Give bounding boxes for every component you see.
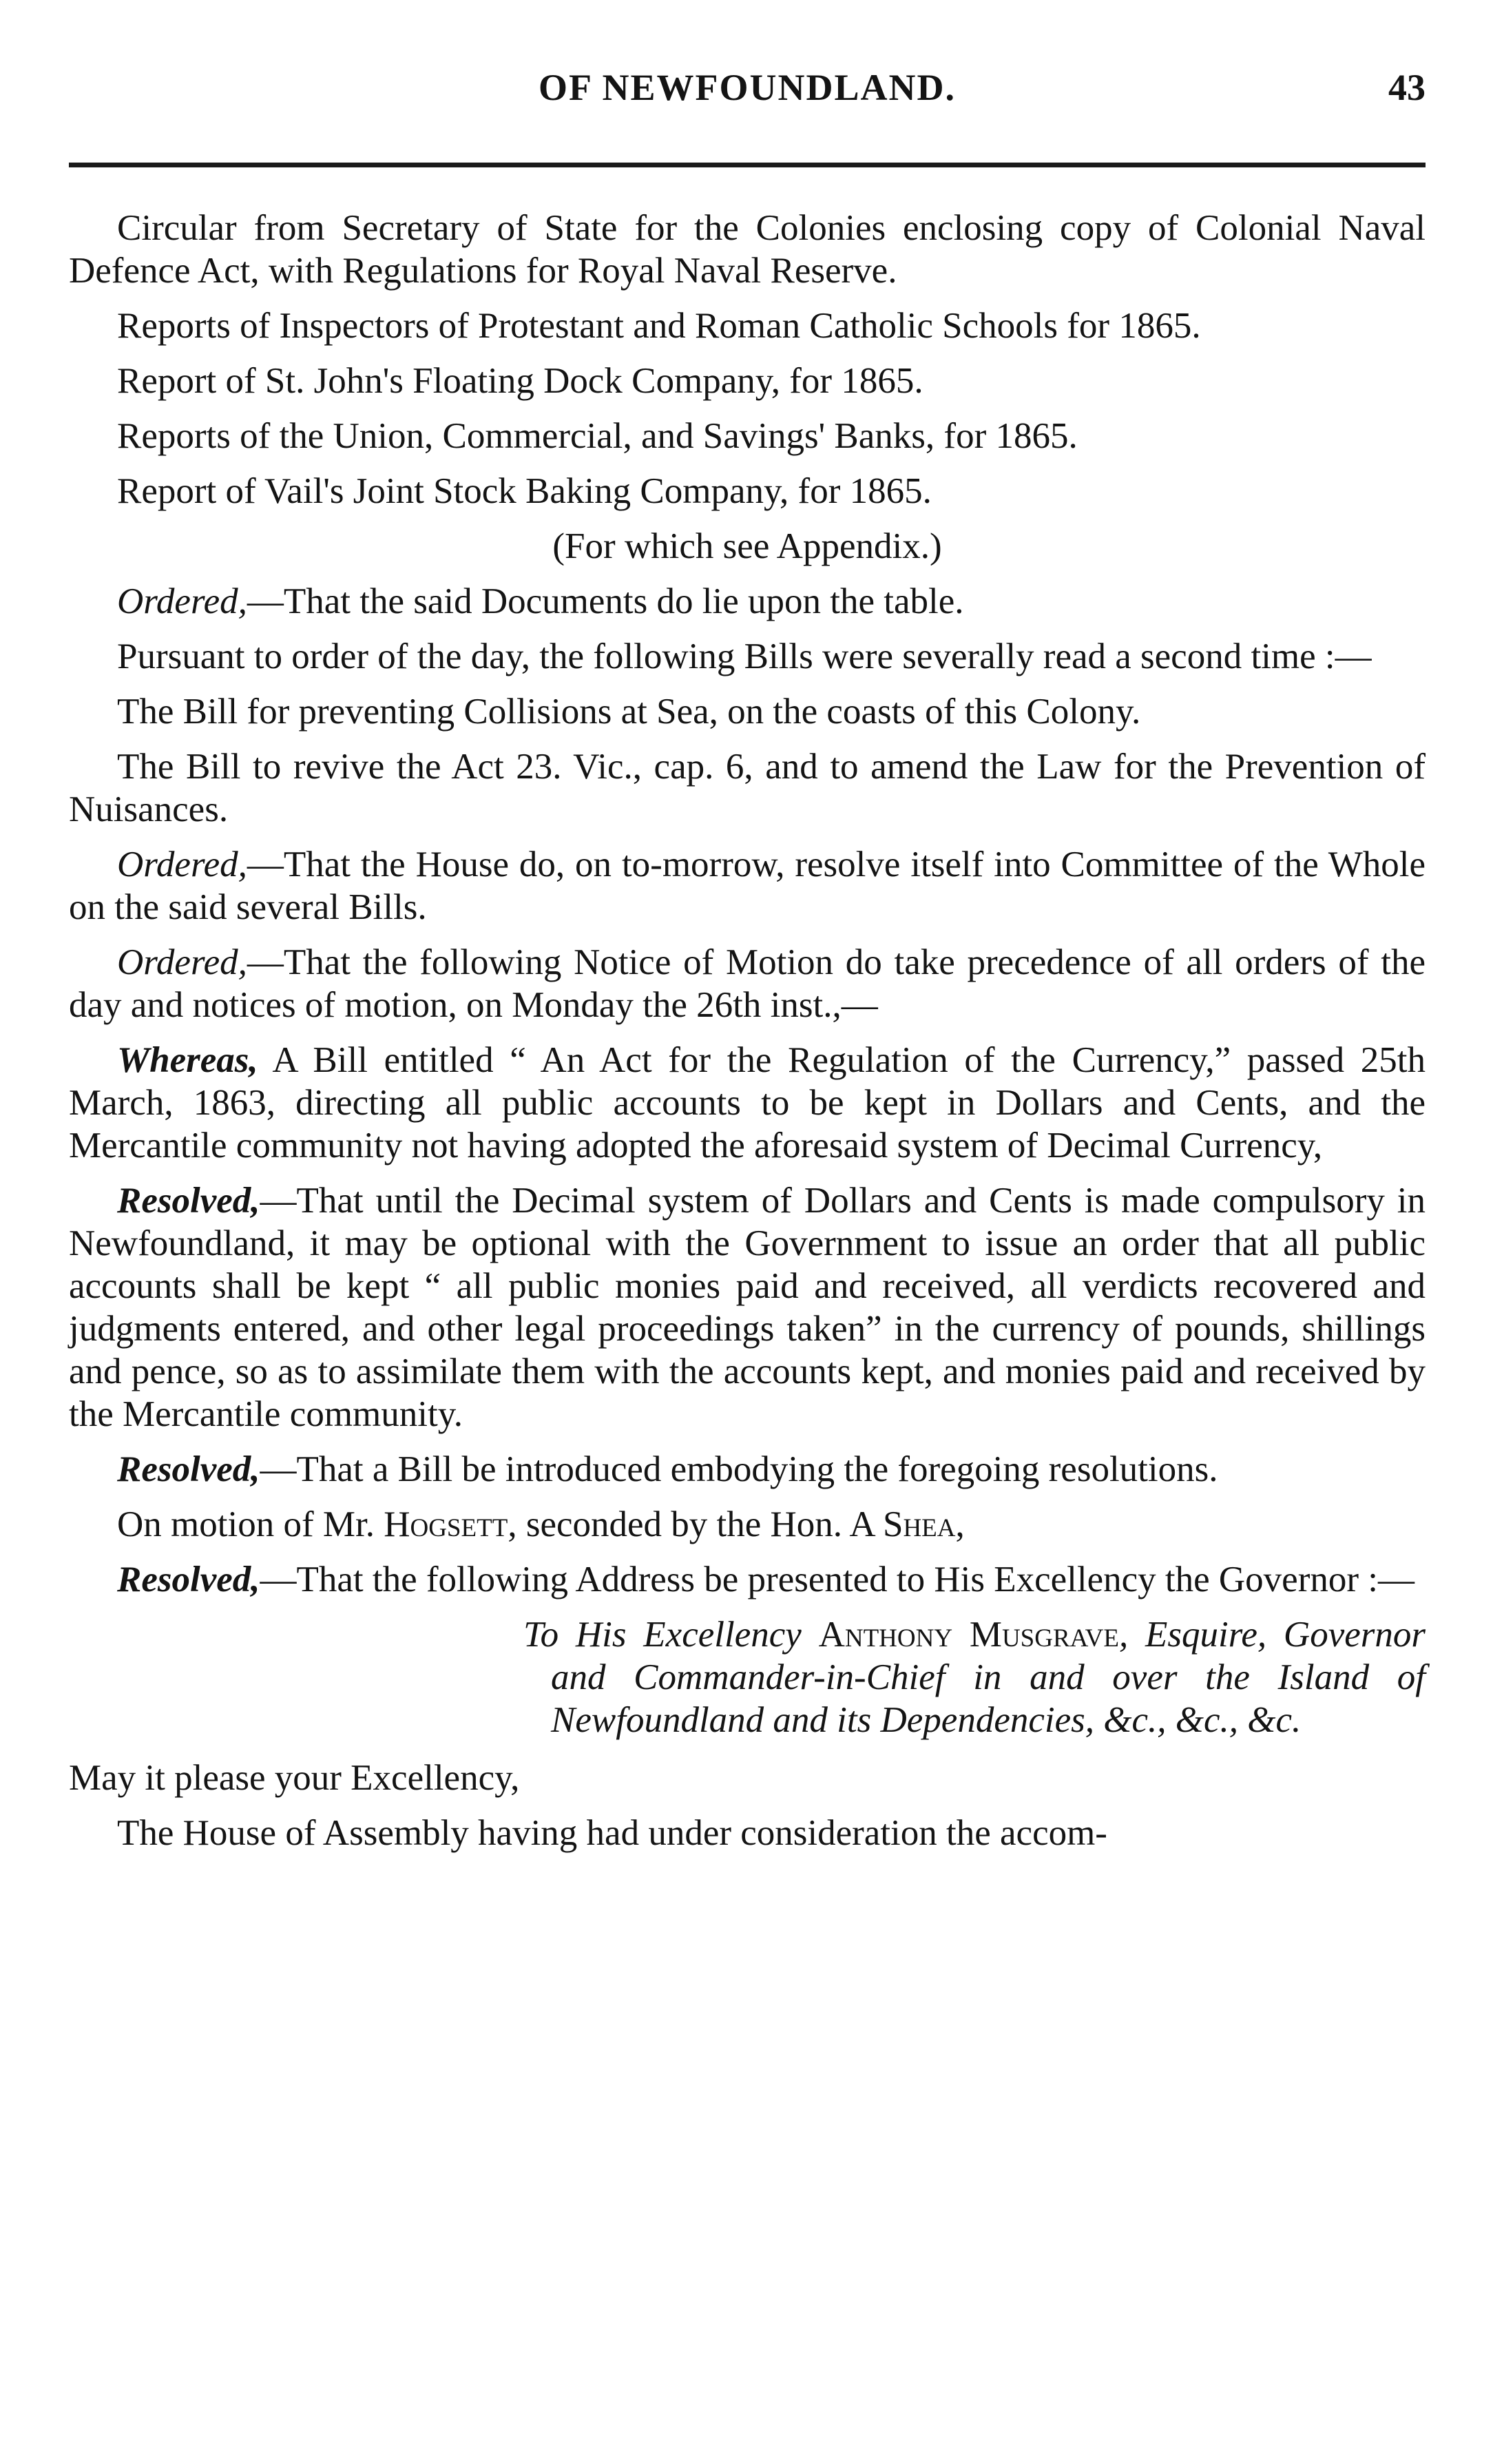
page-number: 43 [1388,67,1426,108]
ordered-lead: Ordered, [117,845,247,884]
motion-text: , [955,1504,965,1544]
paragraph-whereas [69,1039,1426,1167]
paragraph-second-reading: Pursuant to order of the day, the following Bills were severally read a second time :— [117,636,1372,676]
resolved-text: —That until the Decimal system of Dollars and Cents is made compulsory in Newfoundland, it may be optional with the Government to issue an order that all public accounts shall be kept “ all public monies paid and received, all verdicts recovered and judgments entered, and other legal proceedings taken” in the currency of pounds, shillings and pence, so as to assimilate them with the accounts kept, and monies paid and received by the Mercantile community. [69,1181,1426,1434]
resolved-lead: Resolved, [117,1181,260,1221]
paragraph-resolved-address [69,1558,1426,1601]
paragraph-resolved-bill [69,1448,1426,1491]
resolved-text: —That the following Address be presented to His Excellency the Governor :— [260,1560,1414,1599]
ordered-text: —That the House do, on to-morrow, resolve itself into Committee of the Whole on the said several Bills. [69,845,1426,927]
address-block [523,1613,1426,1741]
paragraph-banks-reports: Reports of the Union, Commercial, and Savings' Banks, for 1865. [117,416,1078,456]
address-salutation [523,1613,1426,1741]
motion-text: , seconded by the Hon. A [508,1504,883,1544]
header-rule [69,163,1426,167]
paragraph-resolved-decimal [69,1179,1426,1436]
paragraph-ordered-precedence [69,941,1426,1026]
paragraph-ordered-committee [69,843,1426,929]
ordered-text: —That the following Notice of Motion do take precedence of all orders of the day and notices of motion, on Monday the 26th inst.,— [69,942,1426,1025]
ordered-text: —That the said Documents do lie upon the table. [247,581,964,621]
governor-name: Anthony Musgrave [818,1615,1119,1655]
member-name: Shea [882,1504,956,1544]
paragraph-house-of-assembly: The House of Assembly having had under consideration the accom- [117,1813,1107,1853]
paragraph-ordered-documents [69,580,1426,623]
paragraph-collisions-bill: The Bill for preventing Collisions at Sea, on the coasts of this Colony. [117,692,1141,732]
resolved-lead: Resolved, [117,1560,260,1599]
paragraph-may-it-please: May it please your Excellency, [69,1758,520,1798]
running-head [69,66,1426,121]
whereas-text: A Bill entitled “ An Act for the Regulation of the Currency,” passed 25th March, 1863, directing all public accounts to be kept in Dollars and Cents, and the Mercantile community not having adopted the aforesaid system of Decimal Currency, [69,1040,1426,1166]
paragraph-baking-company-report: Report of Vail's Joint Stock Baking Company, for 1865. [117,471,932,511]
motion-text: On motion of Mr. [117,1504,384,1544]
member-name: Hogsett [384,1504,508,1544]
paragraph-circular: Circular from Secretary of State for the Colonies enclosing copy of Colonial Naval Defence Act, with Regulations for Royal Naval Reserve. [69,208,1426,291]
document-page [69,0,1426,2464]
resolved-lead: Resolved, [117,1449,260,1489]
address-text: To His Excellency [523,1615,819,1655]
body-text [69,207,1426,1867]
resolved-text: —That a Bill be introduced embodying the foregoing resolutions. [260,1449,1218,1489]
paragraph-floating-dock-report: Report of St. John's Floating Dock Company, for 1865. [117,361,923,401]
running-title: OF NEWFOUNDLAND. [539,67,956,108]
ordered-lead: Ordered, [117,581,247,621]
paragraph-inspectors-reports: Reports of Inspectors of Protestant and Roman Catholic Schools for 1865. [117,306,1201,346]
paragraph-nuisances-bill: The Bill to revive the Act 23. Vic., cap. 6, and to amend the Law for the Prevention of Nuisances. [69,747,1426,829]
whereas-lead: Whereas, [117,1040,258,1080]
paragraph-appendix-note: (For which see Appendix.) [552,526,942,566]
paragraph-motion [69,1503,1426,1546]
address-text: , Esquire, Governor and Commander-in-Chief in and over the Island of Newfoundland and its Dependencies, &c., &c., &c. [551,1615,1426,1740]
ordered-lead: Ordered, [117,942,247,982]
